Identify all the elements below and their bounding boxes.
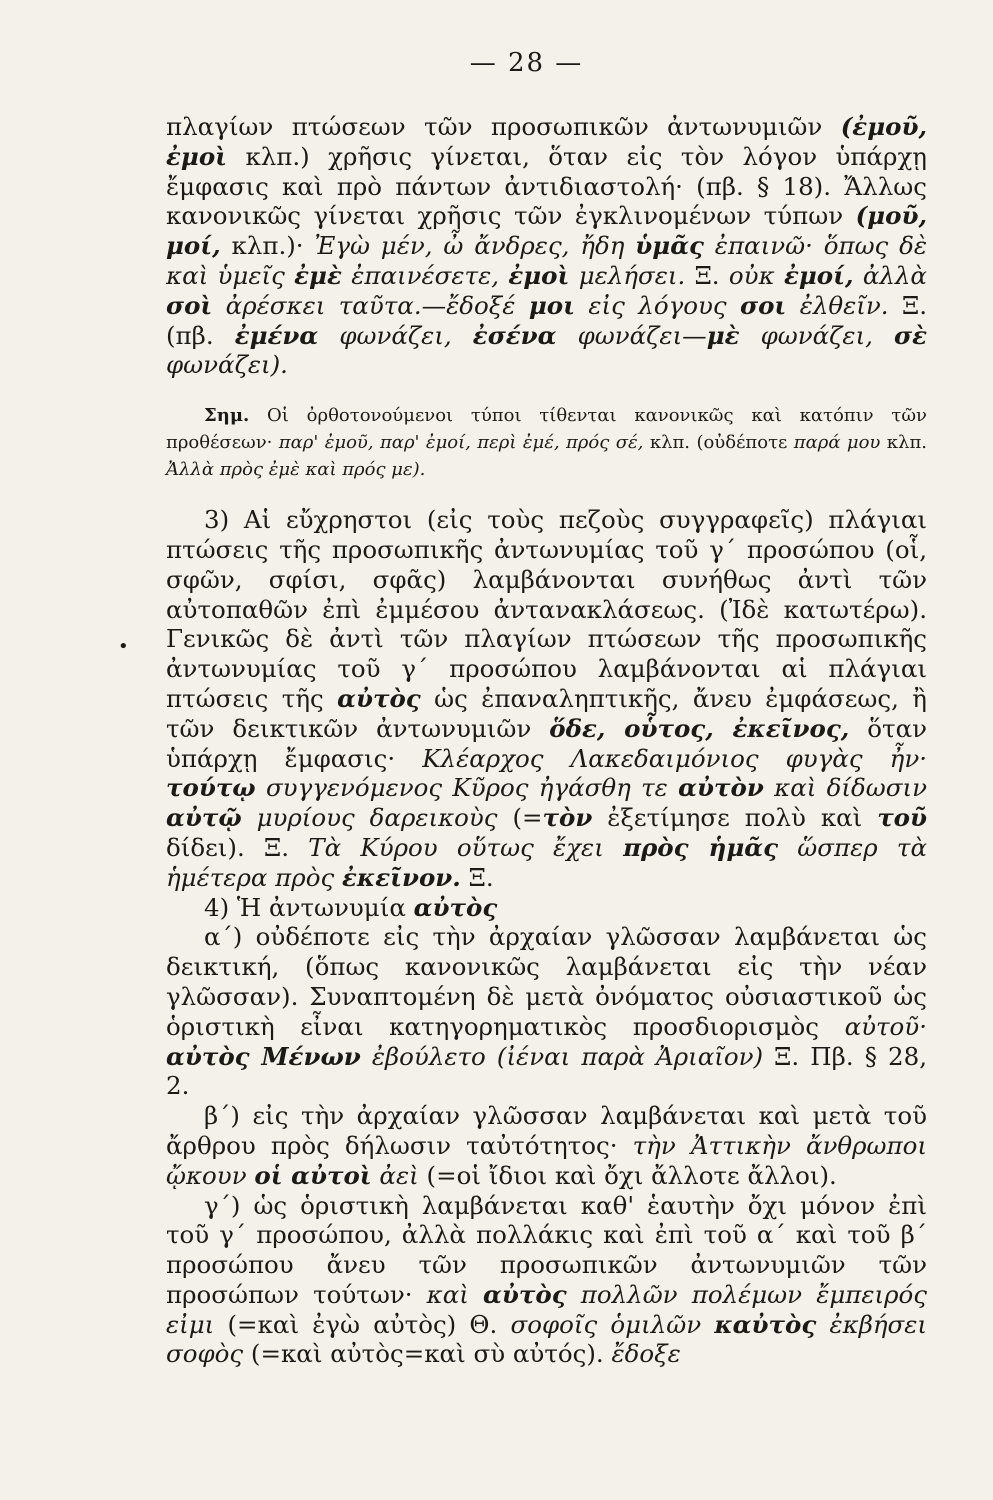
p4b-run: β΄) εἰς τὴν ἀρχαίαν γλῶσσαν λαμβάνεται καὶ μετὰ τοῦ ἄρθρου πρὸς δήλωσιν ταὐτότητος·	[166, 1101, 927, 1160]
p1-run: ἐπαινέσετε,	[341, 260, 509, 290]
p1-run: πλαγίων πτώσεων τῶν προσωπικῶν ἀντωνυμιῶν	[166, 112, 841, 141]
footnote-sem	[166, 402, 927, 483]
p1-run: οὐκ	[728, 260, 784, 290]
p4c-run: (=καὶ αὐτὸς=καὶ σὺ αὐτός).	[243, 1339, 612, 1369]
p1-run: μελήσει.	[569, 260, 686, 290]
p4a-run: α΄) οὐδέποτε εἰς τὴν ἀρχαίαν γλῶσσαν λαμβάνεται ὡς δεικτική, (ὅπως κανονικῶς λαμβάνεται εἰς τὴν νέαν γλῶσσαν). Συναπτομένη δὲ μετὰ ὀνόματος οὐσιαστικοῦ ὡς ὁριστικὴ εἶναι κατηγορηματικὸς προσδιορισμὸς	[166, 922, 927, 1041]
p4c-run: ἔδοξε	[611, 1339, 681, 1369]
note-run: Οἱ ὀρθοτονούμενοι τύποι τίθενται κανονικῶς καὶ κατόπιν τῶν προθέσεων·	[166, 405, 927, 454]
note-run: Σημ.	[204, 405, 250, 427]
p1-run: Ξ. (πβ.	[166, 290, 928, 350]
p4c-run: ἐκβήσει σοφὸς	[166, 1309, 928, 1369]
p3-run: τοῦ	[877, 803, 928, 833]
paragraph-4c-text	[166, 1191, 927, 1370]
p3-run: τὸν	[542, 803, 593, 833]
paragraph-3-text	[166, 505, 927, 892]
p4c-run: αὐτὸς	[483, 1279, 567, 1309]
p1-run: μοι	[528, 290, 575, 320]
p1-run: σοι	[740, 290, 787, 320]
paragraph-4b-text	[166, 1101, 927, 1190]
p4a-run: αὐτοῦ·	[844, 1011, 927, 1041]
p3-run: ὡς ἐπαναληπτικῆς, ἄνευ ἐμφάσεως, ἢ τῶν δεικτικῶν ἀντωνυμιῶν	[166, 683, 927, 743]
p1-run: ὑμᾶς	[635, 231, 704, 261]
p1-run: εἰς λόγους	[574, 290, 741, 320]
p1-run: φωνάζει).	[166, 350, 288, 380]
p3-run: Τὰ Κύρου οὕτως ἔχει	[308, 832, 624, 862]
p3-run: Κλέαρχος Λακεδαιμόνιος φυγὰς ἦν·	[422, 743, 928, 773]
p1-run: ἐσένα	[472, 320, 557, 350]
p4c-run: πολλῶν πολέμων ἔμπειρός εἰμι	[166, 1279, 927, 1339]
p1-run: ἐλθεῖν.	[786, 290, 889, 320]
section-3	[166, 505, 927, 892]
p1-run: (ἐμοῦ, ἐμοὶ	[166, 112, 927, 171]
p1-run: Ξ.	[685, 260, 729, 290]
p4c-run: γ΄) ὡς ὁριστικὴ λαμβάνεται καθ' ἑαυτὴν ὄχι μόνον ἐπὶ τοῦ γ΄ προσώπου, ἀλλὰ πολλάκις καὶ ἐπὶ τοῦ α΄ καὶ τοῦ β΄ προσώπου ἄνευ τῶν προσωπικῶν ἀντωνυμιῶν τῶν προσώπων τούτων·	[166, 1190, 927, 1309]
p1-run: σοὶ	[166, 290, 213, 320]
p3-run: 3) Αἱ εὔχρηστοι (εἰς τοὺς πεζοὺς συγγραφεῖς) πλάγιαι πτώσεις τῆς προσωπικῆς ἀντωνυμίας τοῦ γ΄ προσώπου (οἷ, σφῶν, σφίσι, σφᾶς) λαμβάνονται συνήθως ἀντὶ τῶν αὐτοπαθῶν ἐπὶ ἐμμέσου ἀντανακλάσεως. (Ἰδὲ κατωτέρω). Γενικῶς δὲ ἀντὶ τῶν πλαγίων πτώσεων τῆς προσωπικῆς ἀντωνυμίας τοῦ γ΄ προσώπου λαμβάνονται αἱ πλάγιαι πτώσεις τῆς	[166, 505, 927, 713]
p4b-run: (=οἱ ἴδιοι καὶ ὄχι ἄλλοτε ἄλλοι).	[418, 1160, 837, 1190]
p3-run: αὐτὸν	[678, 773, 764, 803]
p4a-run: ἐβούλετο (ἰέναι παρὰ Ἀριαῖον)	[360, 1041, 764, 1071]
p1-run: ἐμένα	[234, 320, 319, 350]
p4c-run: (=καὶ ἐγὼ αὐτὸς) Θ.	[214, 1309, 511, 1339]
p3-run: ἐξετίμησε πολὺ καὶ	[592, 803, 878, 833]
p3-run: ἐκεῖνον.	[341, 862, 461, 892]
p4c-run: καὐτὸς	[714, 1309, 817, 1339]
p1-run: Ἐγὼ μέν, ὦ ἄνδρες, ἤδη	[314, 231, 636, 261]
p1-run: κλπ.) χρῆσις γίνεται, ὅταν εἰς τὸν λόγον ὑπάρχῃ ἔμφασις καὶ πρὸ πάντων ἀντιδιαστολή· (πβ. § 18). Ἄλλως κανονικῶς γίνεται χρῆσις τῶν ἐγκλινομένων τύπων	[166, 141, 927, 231]
note-run: παρ' ἐμοῦ, παρ' ἐμοί, περὶ ἐμέ, πρός σέ,	[278, 432, 644, 454]
p3-run: ὅταν ὑπάρχῃ ἔμφασις·	[166, 713, 928, 773]
p1-run: ἀρέσκει ταῦτα.—ἔδοξέ	[212, 290, 529, 320]
p1-run: φωνάζει,	[318, 320, 473, 350]
p1-run: φωνάζει—	[556, 320, 707, 350]
p1-run: ἐμοί,	[783, 260, 854, 290]
p3-run: δίδει). Ξ.	[166, 832, 309, 862]
p4-run: 4) Ἡ ἀντωνυμία	[204, 892, 414, 922]
page-number: — 28 —	[469, 48, 584, 78]
p4b-run: ἀεὶ	[371, 1160, 419, 1190]
p1-run: ἐμοὶ	[508, 260, 570, 290]
p3-run: πρὸς ἡμᾶς	[623, 832, 779, 862]
p4a-run: αὐτὸς Μένων	[166, 1041, 361, 1071]
p1-run: κλπ.)·	[220, 231, 315, 261]
paragraph-1	[166, 112, 927, 380]
p1-run: ἐμὲ	[294, 260, 342, 290]
p3-run: (=	[497, 803, 543, 833]
p1-run: σὲ	[894, 320, 928, 350]
note-run: Ἀλλὰ πρὸς ἐμὲ καὶ πρός με).	[166, 459, 426, 481]
margin-dot-icon: •	[118, 636, 129, 657]
p4b-run: τὴν Ἀττικὴν ἄνθρωποι ᾤκουν	[166, 1130, 927, 1190]
p3-run: τούτῳ	[166, 773, 256, 803]
footnote-text	[166, 402, 927, 483]
p3-run: αὐτὸς	[337, 683, 421, 713]
p1-run: (μοῦ, μοί,	[166, 201, 927, 261]
p3-run: συγγενόμενος Κῦρος ἠγάσθη τε	[255, 773, 679, 803]
note-run: παρά μου	[793, 432, 881, 454]
p4b-run: οἱ αὐτοὶ	[254, 1160, 372, 1190]
p3-run: Ξ.	[460, 862, 494, 892]
p3-run: ὥσπερ τὰ ἡμέτερα πρὸς	[166, 832, 928, 892]
p3-run: καὶ δίδωσιν	[763, 773, 927, 803]
p3-run: μυρίους δαρεικοὺς	[241, 803, 498, 833]
p1-run: μὲ	[706, 320, 740, 350]
p1-run: ἀλλὰ	[853, 260, 927, 290]
p4a-run: Ξ. Πβ. § 28, 2.	[166, 1041, 928, 1101]
p4c-run: σοφοῖς ὁμιλῶν	[510, 1309, 715, 1339]
p1-run: ἐπαινῶ· ὅπως δὲ καὶ ὑμεῖς	[166, 231, 928, 290]
p3-run: αὐτῷ	[166, 803, 242, 833]
note-run: κλπ. (οὐδέποτε	[643, 432, 794, 454]
p3-run: ὅδε, οὗτος, ἐκεῖνος,	[549, 713, 850, 743]
paragraph-4a-text	[166, 922, 927, 1101]
section-4	[166, 893, 927, 1370]
paragraph-4-heading	[166, 893, 927, 923]
note-run: κλπ.	[880, 432, 928, 454]
p1-run: φωνάζει,	[739, 320, 895, 350]
p4c-run: καὶ	[426, 1279, 484, 1309]
paragraph-1-text	[166, 112, 927, 380]
p4-run: αὐτὸς	[413, 892, 498, 922]
